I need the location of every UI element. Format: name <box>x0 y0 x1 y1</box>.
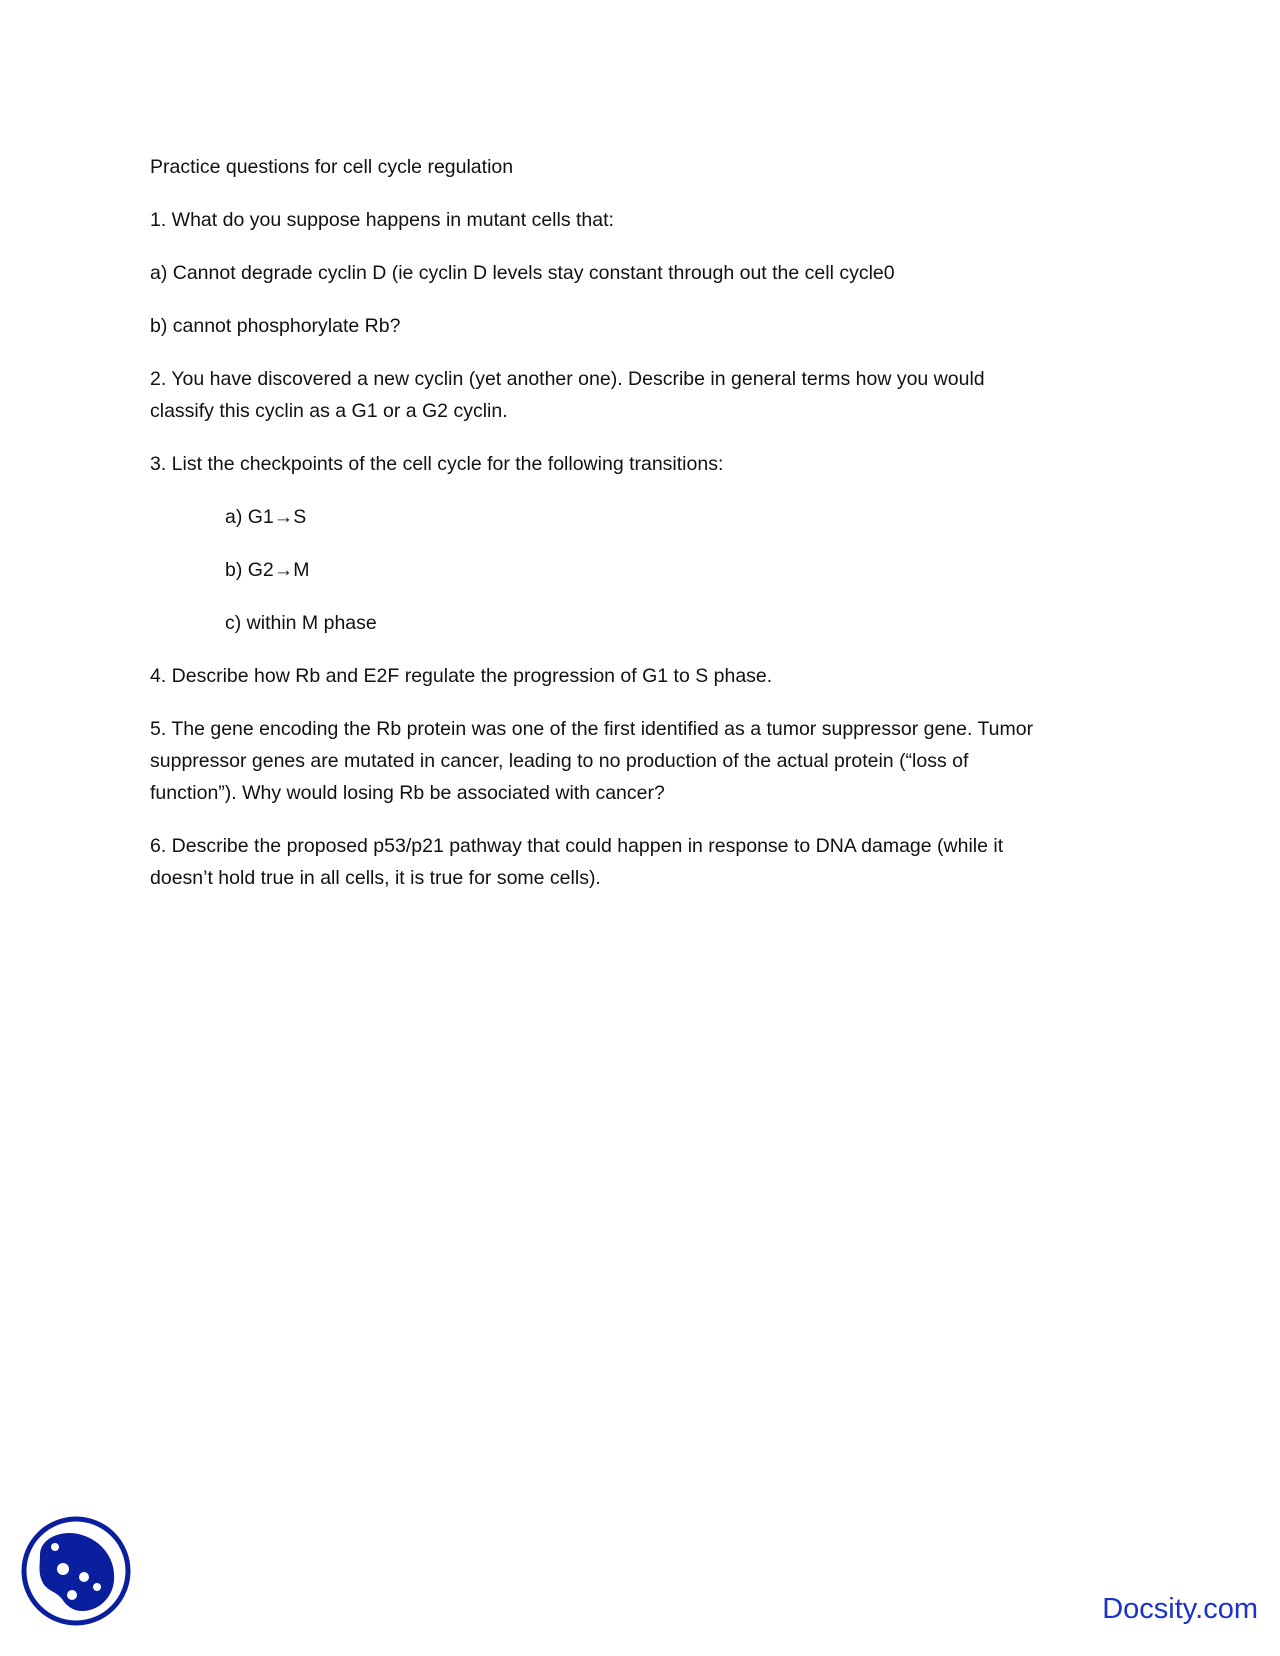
question-3c: c) within M phase <box>225 612 377 634</box>
question-1: 1. What do you suppose happens in mutant cells that: <box>150 209 614 231</box>
question-1b: b) cannot phosphorylate Rb? <box>150 315 401 337</box>
document-body <box>150 151 1130 915</box>
question-1a: a) Cannot degrade cyclin D (ie cyclin D levels stay constant through out the cell cycle0 <box>150 262 895 284</box>
question-6 <box>150 830 1130 894</box>
question-6-line-1: 6. Describe the proposed p53/p21 pathway that could happen in response to DNA damage (while it <box>150 835 1004 857</box>
document-title: Practice questions for cell cycle regulation <box>150 156 514 178</box>
question-4: 4. Describe how Rb and E2F regulate the progression of G1 to S phase. <box>150 665 773 687</box>
question-5 <box>150 713 1130 809</box>
question-3: 3. List the checkpoints of the cell cycle for the following transitions: <box>150 453 724 475</box>
question-2-line-1: 2. You have discovered a new cyclin (yet another one). Describe in general terms how you would <box>150 368 985 390</box>
question-3a: a) G1→S <box>225 506 307 528</box>
question-2-line-2: classify this cyclin as a G1 or a G2 cyclin. <box>150 400 508 422</box>
question-5-line-2: suppressor genes are mutated in cancer, leading to no production of the actual protein (“loss of <box>150 750 969 772</box>
question-3b: b) G2→M <box>225 559 310 581</box>
question-2 <box>150 363 1130 427</box>
docsity-logo-icon[interactable] <box>20 1515 132 1627</box>
question-6-line-2: doesn’t hold true in all cells, it is true for some cells). <box>150 867 601 889</box>
docsity-logo-graphic <box>20 1515 132 1627</box>
question-5-line-3: function”). Why would losing Rb be associated with cancer? <box>150 782 665 804</box>
docsity-brand-link[interactable]: Docsity.com <box>1102 1593 1258 1625</box>
question-5-line-1: 5. The gene encoding the Rb protein was one of the first identified as a tumor suppressor gene. Tumor <box>150 718 1034 740</box>
